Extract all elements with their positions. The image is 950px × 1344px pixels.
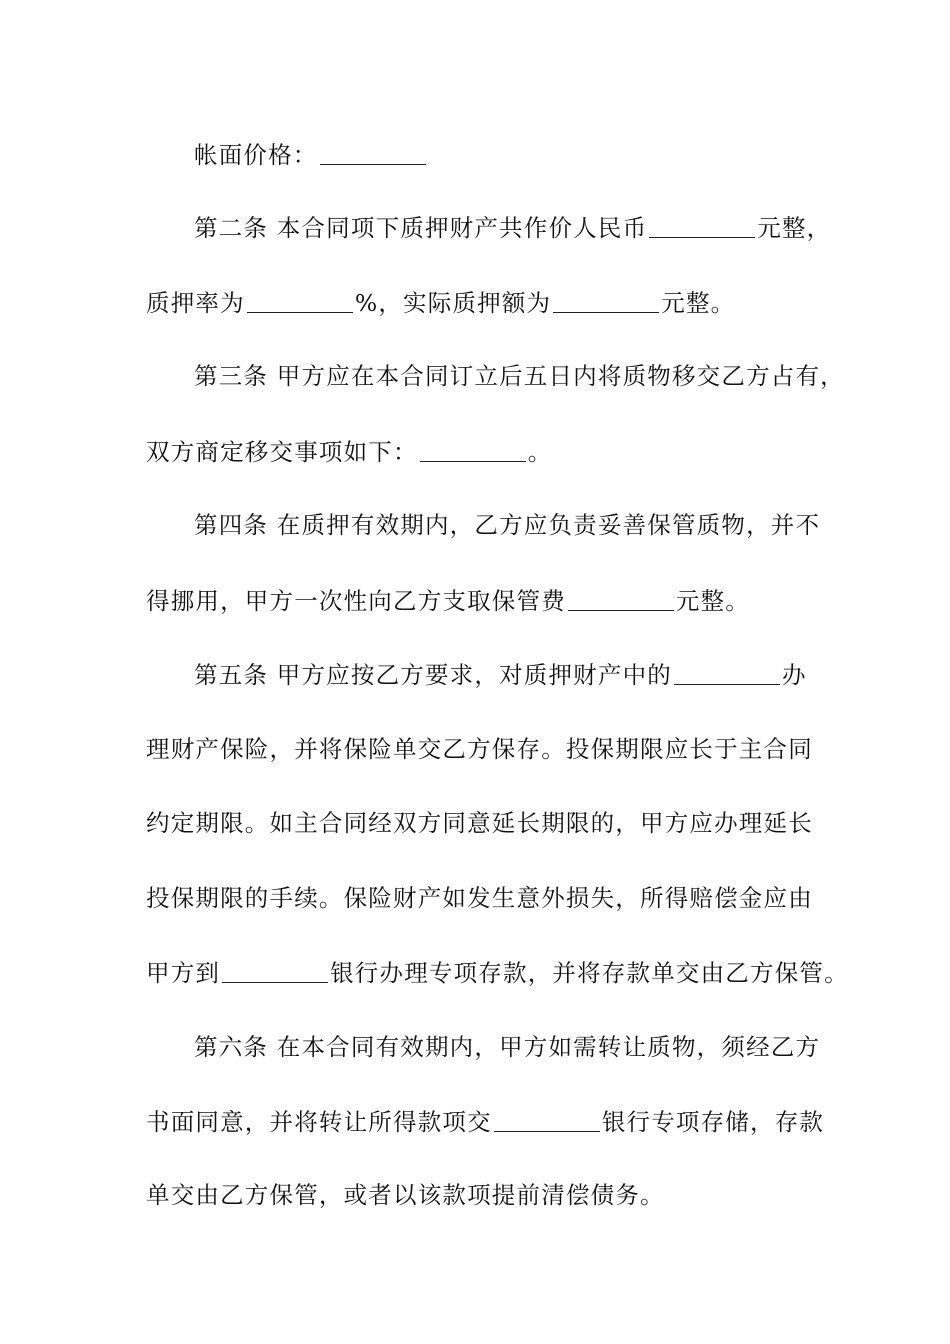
text-segment: 元整。 <box>661 289 736 317</box>
paragraph-line <box>146 729 836 769</box>
text-segment: 第四条 在质押有效期内，乙方应负责妥善保管质物，并不 <box>194 511 821 539</box>
fill-in-blank <box>649 207 755 238</box>
paragraph-line <box>146 803 836 843</box>
text-segment: 第二条 本合同项下质押财产共作价人民币 <box>194 214 648 242</box>
text-segment: 帐面价格： <box>194 141 318 169</box>
paragraph-line <box>146 1175 836 1215</box>
paragraph-line <box>194 356 884 396</box>
paragraph-line <box>146 878 836 918</box>
text-segment: %，实际质押额为 <box>354 289 552 317</box>
text-segment: 第五条 甲方应按乙方要求，对质押财产中的 <box>194 661 672 689</box>
fill-in-blank <box>494 1101 600 1132</box>
fill-in-blank <box>320 134 426 165</box>
text-segment: 第三条 甲方应在本合同订立后五日内将质物移交乙方占有， <box>194 362 845 390</box>
text-segment: 理财产保险，并将保险单交乙方保存。投保期限应长于主合同 <box>146 735 813 763</box>
fill-in-blank <box>420 431 526 462</box>
text-segment: 得挪用，甲方一次性向乙方支取保管费 <box>146 587 566 615</box>
text-segment: 银行办理专项存款，并将存款单交由乙方保管。 <box>330 959 849 987</box>
text-segment: 银行专项存储，存款 <box>601 1108 825 1136</box>
paragraph-line <box>194 654 884 694</box>
text-segment: 约定期限。如主合同经双方同意延长期限的，甲方应办理延长 <box>146 809 813 837</box>
paragraph-line <box>194 505 884 545</box>
fill-in-blank <box>674 654 780 685</box>
paragraph-line <box>146 282 836 322</box>
text-segment: 质押率为 <box>146 289 245 317</box>
paragraph-line <box>146 952 849 992</box>
paragraph-line <box>146 1101 836 1141</box>
fill-in-blank <box>222 952 328 983</box>
text-segment: 甲方到 <box>146 959 221 987</box>
text-segment: 投保期限的手续。保险财产如发生意外损失，所得赔偿金应由 <box>146 884 813 912</box>
paragraph-line <box>146 580 836 620</box>
fill-in-blank <box>568 580 674 611</box>
text-segment: 。 <box>527 438 553 466</box>
text-segment: 单交由乙方保管，或者以该款项提前清偿债务。 <box>146 1181 665 1209</box>
fill-in-blank <box>553 282 659 313</box>
text-segment: 元整。 <box>675 587 751 615</box>
fill-in-blank <box>247 282 353 313</box>
text-segment: 第六条 在本合同有效期内，甲方如需转让质物，须经乙方 <box>194 1033 821 1061</box>
text-segment: 书面同意，并将转让所得款项交 <box>146 1108 492 1136</box>
paragraph-line <box>194 134 884 174</box>
paragraph-line <box>194 1027 884 1067</box>
text-segment: 办 <box>781 661 807 689</box>
text-segment: 元整， <box>757 214 832 242</box>
text-segment: 双方商定移交事项如下： <box>146 438 418 466</box>
paragraph-line <box>146 431 836 471</box>
paragraph-line <box>194 207 884 247</box>
